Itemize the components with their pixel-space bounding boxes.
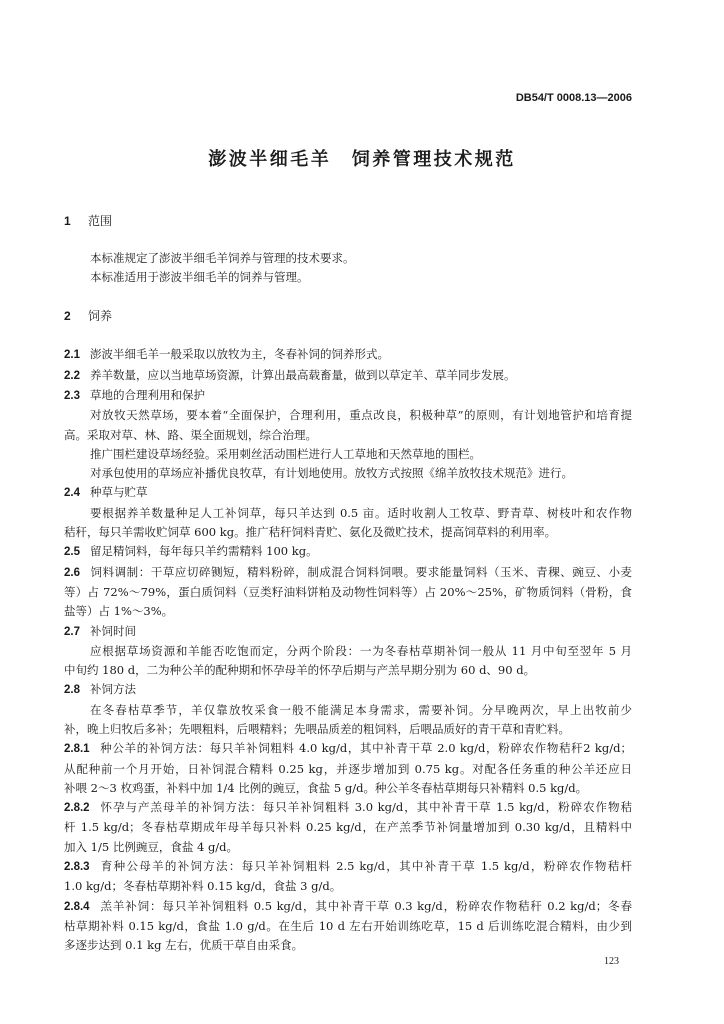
paragraph-line: 枯草期补料 0.15 kg/d，食盐 1.0 g/d。在生后 10 d 左右开始训练吃草，15 d 后训练吃混合精料，由少到 <box>64 918 632 933</box>
paragraph-line: 推广围栏建设草场经验。采用刺丝活动围栏进行人工草地和天然草地的围栏。 <box>90 446 481 461</box>
paragraph-line: 要根据养羊数量种足人工补饲草，每只羊达到 0.5 亩。适时收割人工牧草、野青草、树枝叶和农作物 <box>90 505 632 520</box>
paragraph-line: 对放牧天然草场，要本着“全面保护，合理利用，重点改良，积极种草”的原则，有计划地管护和培育提 <box>90 408 632 423</box>
clause-number: 2.8.2 <box>64 802 90 815</box>
page-title: 澎波半细毛羊 饲养管理技术规范 <box>208 149 516 170</box>
clause-number: 2.5 <box>64 546 80 559</box>
clause-number: 2.7 <box>64 625 80 638</box>
clause-number: 2.8 <box>64 684 80 697</box>
clause-heading: 补饲时间 <box>90 623 136 638</box>
paragraph-line: 多逐步达到 0.1 kg 左右，优质干草自由采食。 <box>64 938 304 953</box>
paragraph-line: 1.0 kg/d；冬春枯草期补料 0.15 kg/d，食盐 3 g/d。 <box>64 879 342 894</box>
clause-2-7-heading <box>64 622 632 642</box>
clause-text: 怀孕与产羔母羊的补饲方法：每只羊补饲粗料 3.0 kg/d，其中补青干草 1.5 kg/d，粉碎农作物秸 <box>99 800 632 815</box>
clause-2-8-2 <box>64 798 632 818</box>
paragraph-line: 本标准适用于澎波半细毛羊的饲养与管理。 <box>90 269 309 284</box>
clause-2-3-heading <box>64 386 632 406</box>
paragraph-line: 本标准规定了澎波半细毛羊饲养与管理的技术要求。 <box>90 250 355 265</box>
paragraph-line: 等）占 72%～79%，蛋白质饲料（豆类籽油料饼粕及动物性饲料等）占 20%～25%，矿物质饲料（骨粉，食 <box>64 584 632 599</box>
paragraph-line: 杆 1.5 kg/d；冬春枯草期成年母羊每只补料 0.25 kg/d，在产羔季节补饲量增加到 0.30 kg/d，且精料中 <box>64 820 632 835</box>
clause-heading: 草地的合理利用和保护 <box>90 387 205 402</box>
clause-2-8-heading <box>64 680 632 700</box>
section-title: 范围 <box>88 214 113 228</box>
section-1-body <box>64 249 632 288</box>
clause-2-8-4 <box>64 897 632 917</box>
paragraph-line: 对承包使用的草场应补播优良牧草，有计划地使用。放牧方式按照《绵羊放牧技术规范》进行。 <box>90 466 573 481</box>
clause-2-5 <box>64 542 632 562</box>
page-number: 123 <box>604 956 619 967</box>
clause-heading: 种草与贮草 <box>90 485 148 500</box>
paragraph-line: 补喂 2～3 枚鸡蛋，补料中加 1/4 比例的豌豆，食盐 5 g/d。种公羊冬春枯草期每只补精料 0.5 kg/d。 <box>64 780 588 795</box>
paragraph-line: 应根据草场资源和羊能否吃饱而定，分两个阶段：一为冬春枯草期补饲一般从 11 月中旬至翌年 5 月 <box>90 643 632 658</box>
clause-2-8-1 <box>64 739 632 759</box>
clause-number: 2.6 <box>64 566 80 579</box>
paragraph-line: 加入 1/5 比例豌豆，食盐 4 g/d。 <box>64 839 239 854</box>
paragraph-line: 盐等）占 1%～3%。 <box>64 604 174 619</box>
paragraph-line: 补，晚上归牧后多补；先喂粗料，后喂精料；先喂品质差的粗饲料，后喂品质好的青干草和青贮料。 <box>64 721 570 736</box>
section-number: 1 <box>64 214 71 228</box>
clause-number: 2.4 <box>64 487 80 500</box>
section-title: 饲养 <box>88 308 113 323</box>
clause-number: 2.8.1 <box>64 743 90 756</box>
section-2-body <box>64 345 632 955</box>
clause-2-2 <box>64 366 632 386</box>
paragraph-line: 秸秆，每只羊需收贮饲草 600 kg。推广秸秆饲料青贮、氨化及微贮技术，提高饲草料的利用率。 <box>64 525 557 540</box>
clause-2-8-3 <box>64 857 632 877</box>
section-number: 2 <box>64 308 71 323</box>
clause-number: 2.2 <box>64 369 80 382</box>
paragraph-line: 在冬春枯草季节，羊仅靠放牧采食一般不能满足本身需求，需要补饲。分早晚两次，早上出牧前少 <box>90 702 632 717</box>
clause-2-4-heading <box>64 483 632 503</box>
clause-number: 2.3 <box>64 389 80 402</box>
clause-text: 饲料调制：干草应切碎铡短，精料粉碎，制成混合饲料饲喂。要求能量饲料（玉米、青稞、豌豆、小麦 <box>90 564 632 579</box>
paragraph-line: 从配种前一个月开始，日补饲混合精料 0.25 kg，并逐步增加到 0.75 kg。对配各任务重的种公羊还应日 <box>64 761 632 776</box>
clause-number: 2.8.4 <box>64 900 90 913</box>
clause-text: 留足精饲料，每年每只羊约需精料 100 kg。 <box>90 544 318 559</box>
paragraph-line: 中旬约 180 d，二为种公羊的配种期和怀孕母羊的怀孕后期与产羔早期分别为 60 d、90 d。 <box>64 663 536 678</box>
clause-text: 育种公母羊的补饲方法：每只羊补饲粗料 2.5 kg/d，其中补青干草 1.5 kg/d，粉碎农作物秸杆 <box>99 859 632 874</box>
clause-number: 2.8.3 <box>64 861 90 874</box>
paragraph-line: 高。采取对草、林、路、渠全面规划，综合治理。 <box>64 427 317 442</box>
clause-2-1 <box>64 345 632 365</box>
clause-text: 羔羊补饲：每只羊补饲粗料 0.5 kg/d，其中补青干草 0.3 kg/d，粉碎农作物秸秆 0.2 kg/d；冬春 <box>99 898 632 913</box>
clause-number: 2.1 <box>64 349 80 362</box>
document-code: DB54/T 0008.13—2006 <box>515 92 632 104</box>
clause-heading: 补饲方法 <box>90 682 136 697</box>
clause-text: 种公羊的补饲方法：每只羊补饲粗料 4.0 kg/d，其中补青干草 2.0 kg/d，粉碎农作物秸秆2 kg/d； <box>99 741 632 756</box>
clause-2-6 <box>64 563 632 583</box>
section-2-heading <box>64 307 632 326</box>
clause-text: 澎波半细毛羊一般采取以放牧为主，冬春补饲的饲养形式。 <box>90 347 389 362</box>
section-1-heading <box>64 212 632 231</box>
clause-text: 养羊数量，应以当地草场资源，计算出最高载畜量，做到以草定羊、草羊同步发展。 <box>90 367 516 382</box>
